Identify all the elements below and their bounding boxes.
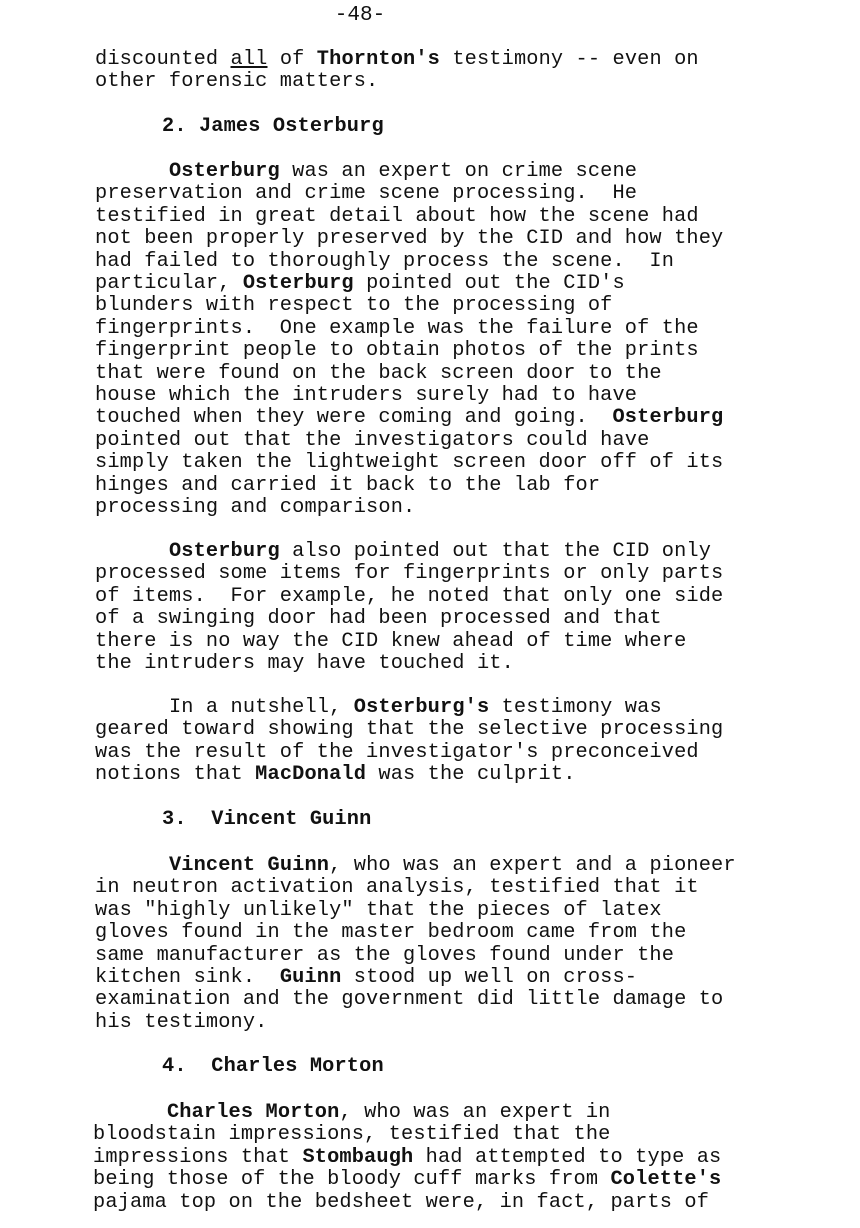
text-run: same manufacturer as the gloves found under the — [95, 943, 675, 967]
text-run: bloodstain impressions, testified that the — [93, 1123, 611, 1147]
emphasis-all: all — [230, 48, 268, 71]
text-run: that were found on the back screen door to the — [95, 361, 662, 385]
text-run: preservation and crime scene processing. He — [95, 182, 638, 206]
text-run: touched when they were coming and going. — [95, 406, 613, 430]
text-run: In a nutshell, — [168, 696, 354, 719]
text-run: testimony -- even on — [440, 48, 699, 71]
text-run: other forensic matters. — [95, 70, 379, 94]
text-run: testimony was — [489, 696, 662, 719]
text-run: also pointed out that the CID only — [279, 540, 712, 563]
text-run: blunders with respect to the processing of — [95, 294, 613, 318]
text-run: being those of the bloody cuff marks from — [93, 1168, 611, 1192]
paragraph-guinn-testimony — [95, 855, 795, 1034]
text-run: was the result of the investigator's preconceived — [95, 740, 699, 764]
text-run: fingerprints. One example was the failure of the — [95, 316, 699, 340]
name-thornton: Thornton's — [316, 48, 441, 71]
name-guinn: Guinn — [279, 966, 342, 990]
text-run: of — [267, 48, 317, 71]
text-run: the intruders may have touched it. — [95, 652, 514, 676]
text-run: kitchen sink. — [95, 966, 280, 990]
text-run: testified in great detail about how the scene had — [95, 204, 699, 228]
text-run: hinges and carried it back to the lab for — [95, 473, 601, 497]
text-run: of a swinging door had been processed and that — [95, 607, 662, 631]
text-run: in neutron activation analysis, testified that it — [95, 876, 699, 900]
text-run: examination and the government did little damage to — [95, 988, 724, 1012]
name-charles-morton: Charles Morton — [166, 1101, 340, 1124]
name-osterburg: Osterburg — [242, 272, 354, 296]
paragraph-osterburg-fingerprints — [95, 541, 795, 675]
section-heading-morton: 4. Charles Morton — [162, 1055, 384, 1078]
text-run: pointed out the CID's — [353, 272, 625, 296]
paragraph-osterburg-summary — [95, 697, 795, 787]
paragraph-osterburg-testimony — [95, 161, 795, 520]
text-run: stood up well on cross- — [341, 966, 638, 990]
text-run: processed some items for fingerprints or only parts — [95, 562, 724, 586]
text-run: there is no way the CID knew ahead of time where — [95, 629, 687, 653]
text-run: house which the intruders surely had to have — [95, 384, 638, 408]
text-run: was "highly unlikely" that the pieces of latex — [95, 898, 662, 922]
text-run: was the culprit. — [366, 763, 576, 787]
section-heading-guinn: 3. Vincent Guinn — [162, 808, 372, 831]
text-run: was an expert on crime scene — [279, 160, 638, 183]
text-run: gloves found in the master bedroom came from the — [95, 921, 687, 945]
text-run: had attempted to type as — [413, 1145, 722, 1169]
text-run: particular, — [95, 272, 243, 296]
name-osterburg: Osterburg's — [353, 696, 490, 719]
page-number: -48- — [334, 4, 386, 27]
text-run: geared toward showing that the selective processing — [95, 718, 724, 742]
text-run: of items. For example, he noted that only one side — [95, 584, 724, 608]
text-run: his testimony. — [95, 1010, 268, 1034]
name-osterburg: Osterburg — [168, 540, 280, 563]
text-run: had failed to thoroughly process the scene. In — [95, 249, 675, 273]
paragraph-morton-testimony — [93, 1102, 793, 1214]
name-vincent-guinn: Vincent Guinn — [168, 854, 330, 877]
text-run: impressions that — [93, 1145, 303, 1169]
text-run: , who was an expert and a pioneer — [329, 854, 736, 877]
name-stombaugh: Stombaugh — [302, 1145, 414, 1169]
name-colette: Colette's — [610, 1168, 722, 1192]
text-run: processing and comparison. — [95, 496, 416, 520]
name-macdonald: MacDonald — [255, 763, 367, 787]
text-run: fingerprint people to obtain photos of the prints — [95, 339, 699, 363]
section-heading-osterburg: 2. James Osterburg — [162, 115, 384, 138]
paragraph-thornton-continuation — [95, 49, 795, 94]
text-run: notions that — [95, 763, 256, 787]
name-osterburg: Osterburg — [612, 406, 724, 430]
text-run: pointed out that the investigators could have — [95, 428, 650, 452]
name-osterburg: Osterburg — [168, 160, 280, 183]
text-run: discounted — [95, 48, 231, 71]
text-run: pajama top on the bedsheet were, in fact, parts of — [93, 1190, 710, 1214]
text-run: not been properly preserved by the CID and how they — [95, 227, 724, 251]
text-run: simply taken the lightweight screen door off of its — [95, 451, 724, 475]
text-run: , who was an expert in — [339, 1101, 611, 1124]
